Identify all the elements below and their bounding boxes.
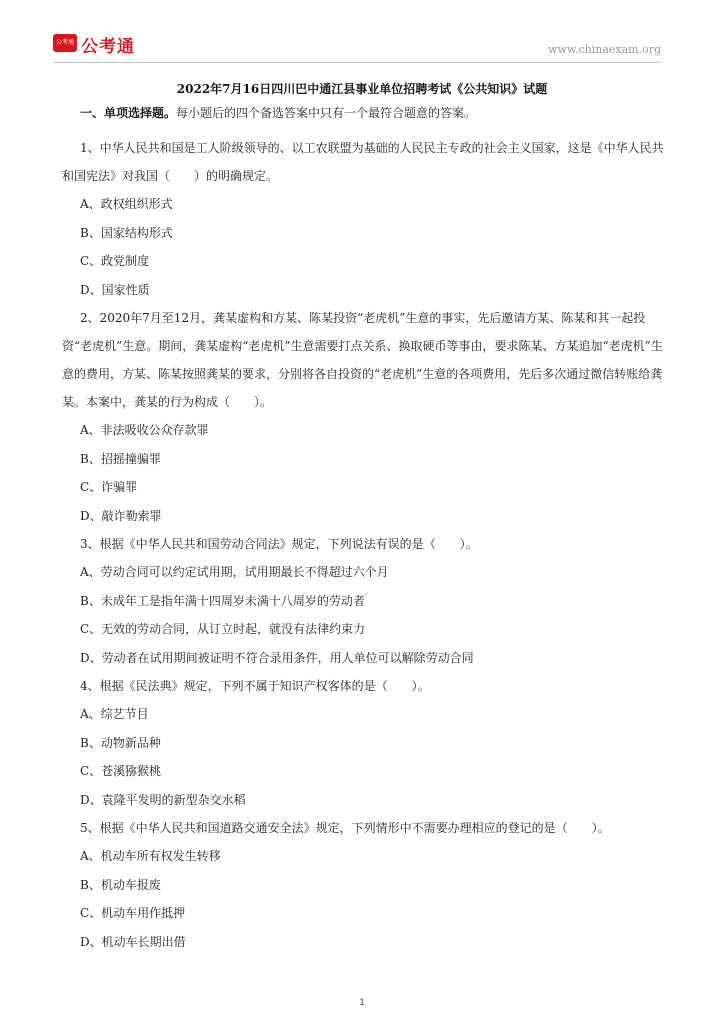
section-heading xyxy=(80,104,670,122)
page-header xyxy=(53,34,661,58)
option-a: A、机动车所有权发生转移 xyxy=(80,849,221,863)
question-3 xyxy=(62,530,670,672)
option-d: D、敲诈勒索罪 xyxy=(80,508,162,523)
question-text: 4、根据《民法典》规定，下列不属于知识产权客体的是（ ）。 xyxy=(80,679,430,693)
option-d: D、劳动者在试用期间被证明不符合录用条件，用人单位可以解除劳动合同 xyxy=(80,650,474,665)
site-url[interactable]: www.chinaexam.org xyxy=(548,43,661,56)
option-c: C、机动车用作抵押 xyxy=(80,906,186,920)
question-2 xyxy=(62,304,670,530)
question-4 xyxy=(62,672,670,814)
option-d: D、机动车长期出借 xyxy=(80,934,186,949)
option-b: B、动物新品种 xyxy=(80,735,161,750)
question-text: 5、根据《中华人民共和国道路交通安全法》规定，下列情形中不需要办理相应的登记的是（ ）。 xyxy=(80,821,610,835)
logo-badge: 公考通 xyxy=(53,34,77,52)
option-b: B、招摇撞骗罪 xyxy=(80,451,161,466)
option-c: C、诈骗罪 xyxy=(80,480,138,494)
option-d: D、国家性质 xyxy=(80,282,150,297)
document-body xyxy=(62,104,670,956)
option-a: A、非法吸收公众存款罪 xyxy=(80,423,209,437)
question-1 xyxy=(62,134,670,304)
document-title: 2022年7月16日四川巴中通江县事业单位招聘考试《公共知识》试题 xyxy=(176,82,548,96)
option-a: A、政权组织形式 xyxy=(80,197,173,211)
option-b: B、机动车报废 xyxy=(80,877,161,892)
option-b: B、未成年工是指年满十四周岁未满十八周岁的劳动者 xyxy=(80,593,365,608)
option-c: C、无效的劳动合同，从订立时起，就没有法律约束力 xyxy=(80,622,366,636)
option-a: A、综艺节目 xyxy=(80,707,149,721)
question-text: 1、中华人民共和国是工人阶级领导的、以工农联盟为基础的人民民主专政的社会主义国家，这是《中华人民共和国宪法》对我国（ ）的明确规定。 xyxy=(62,141,664,183)
page-number: 1 xyxy=(359,998,365,1008)
question-text: 3、根据《中华人民共和国劳动合同法》规定，下列说法有误的是（ ）。 xyxy=(80,537,478,551)
option-d: D、袁隆平发明的新型杂交水稻 xyxy=(80,792,246,807)
logo-text: 公考通 xyxy=(81,37,135,57)
question-text: 2、2020年7月至12月，龚某虚构和方某、陈某投资“老虎机”生意的事实，先后邀请方某、陈某和其一起投资“老虎机”生意。期间，龚某虚构“老虎机”生意需要打点关系、换取硬币等事由，要求陈某、方某追加“老虎机”生意的费用，方某、陈某按照龚某的要求，分别将各自投资的“老虎机”生意的各项费用，先后多次通过微信转账给龚某。本案中，龚某的行为构成（ ）。 xyxy=(62,311,663,409)
question-5 xyxy=(62,814,670,956)
section-instruction: 每小题后的四个备选答案中只有一个最符合题意的答案。 xyxy=(176,106,477,120)
option-a: A、劳动合同可以约定试用期，试用期最长不得超过六个月 xyxy=(80,565,389,579)
option-c: C、苍溪猕猴桃 xyxy=(80,764,162,778)
option-c: C、政党制度 xyxy=(80,254,150,268)
header-divider xyxy=(53,62,661,63)
section-title: 一、单项选择题。 xyxy=(80,106,177,120)
option-b: B、国家结构形式 xyxy=(80,225,173,240)
